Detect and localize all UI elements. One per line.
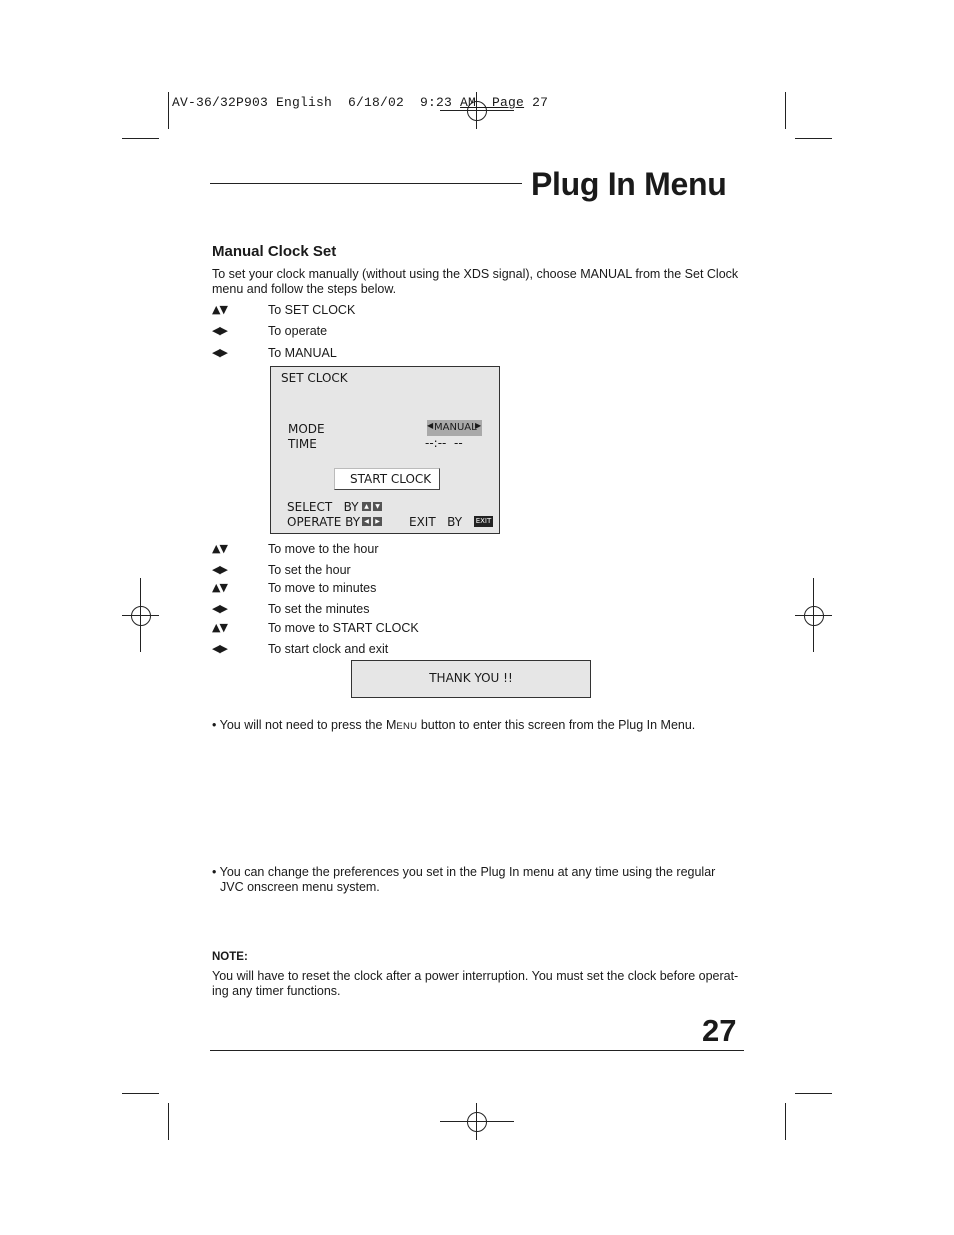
intro-line-1: To set your clock manually (without using the XDS signal), choose MANUAL from the Set Clock — [212, 267, 739, 281]
step-text: To move to minutes — [268, 581, 377, 595]
intro-line-2: menu and follow the steps below. — [212, 282, 397, 296]
step-text: To move to the hour — [268, 542, 379, 556]
down-key-icon: ▼ — [373, 502, 382, 511]
menu-first-letter: M — [385, 718, 397, 732]
thank-you-screen — [351, 660, 591, 698]
note-heading: NOTE: — [212, 951, 248, 963]
title-rule — [210, 183, 522, 184]
up-key-icon: ▲ — [362, 502, 371, 511]
osd-mode-value: MANUAL — [434, 422, 477, 433]
note-line-1: You will have to reset the clock after a power interruption. You must set the clock before operat- — [212, 969, 739, 983]
left-right-arrow-icon: ◀▶ — [212, 602, 227, 615]
step-text: To set the hour — [268, 563, 351, 577]
left-right-arrow-icon: ◀▶ — [212, 563, 227, 576]
left-key-icon: ◀ — [362, 517, 371, 526]
bullet-text-after: button to enter this screen from the Plug In Menu. — [417, 718, 696, 732]
left-right-arrow-icon: ◀▶ — [212, 642, 227, 655]
menu-rest-letters: ENU — [396, 721, 418, 732]
step-text: To move to START CLOCK — [268, 621, 419, 635]
page-number: 27 — [702, 1013, 737, 1048]
start-clock-label: START CLOCK — [350, 472, 432, 486]
osd-time-label: TIME — [288, 437, 317, 451]
up-down-arrow-icon: ▲▼ — [212, 621, 227, 634]
print-slug — [172, 95, 548, 110]
bottom-rule — [210, 1050, 744, 1051]
up-down-arrow-icon: ▲▼ — [212, 581, 227, 594]
step-text: To operate — [268, 324, 328, 338]
thank-you-text: THANK YOU !! — [429, 671, 513, 685]
osd-exit-label: EXIT BY — [409, 515, 463, 529]
osd-operate-label: OPERATE BY — [287, 515, 361, 529]
bullet-text-before: • You will not need to press the — [212, 718, 386, 732]
exit-key-icon: EXIT — [475, 517, 492, 525]
left-arrow-icon: ◀ — [427, 421, 434, 430]
up-down-arrow-icon: ▲▼ — [212, 542, 227, 555]
osd-select-label: SELECT BY — [287, 500, 359, 514]
bullet-preferences-line-2: JVC onscreen menu system. — [220, 880, 380, 894]
osd-mode-value-box[interactable] — [427, 420, 482, 436]
left-right-arrow-icon: ◀▶ — [212, 346, 227, 359]
set-clock-screen — [270, 366, 500, 534]
slug-prefix: AV-36/32P903 English 6/18/02 9:23 — [172, 95, 461, 110]
slug-suffix: 27 — [524, 95, 549, 110]
right-arrow-icon: ▶ — [475, 421, 482, 430]
step-text: To start clock and exit — [268, 642, 389, 656]
step-text: To set the minutes — [268, 602, 370, 616]
bullet-preferences-line-1: • You can change the preferences you set in the Plug In menu at any time using the regular — [212, 865, 716, 879]
page-title: Plug In Menu — [531, 166, 727, 202]
start-clock-button[interactable] — [334, 468, 440, 490]
bullet-menu-note — [212, 718, 752, 734]
left-right-arrow-icon: ◀▶ — [212, 324, 227, 337]
osd-time-value: --:-- -- — [425, 436, 463, 450]
note-line-2: ing any timer functions. — [212, 984, 341, 998]
osd-mode-label: MODE — [288, 422, 325, 436]
step-text: To SET CLOCK — [268, 303, 356, 317]
section-heading: Manual Clock Set — [212, 243, 337, 260]
step-text: To MANUAL — [268, 346, 337, 360]
right-key-icon: ▶ — [373, 517, 382, 526]
osd-title: SET CLOCK — [281, 371, 348, 385]
slug-underlined: AM Page — [460, 95, 525, 110]
up-down-arrow-icon: ▲▼ — [212, 303, 227, 316]
